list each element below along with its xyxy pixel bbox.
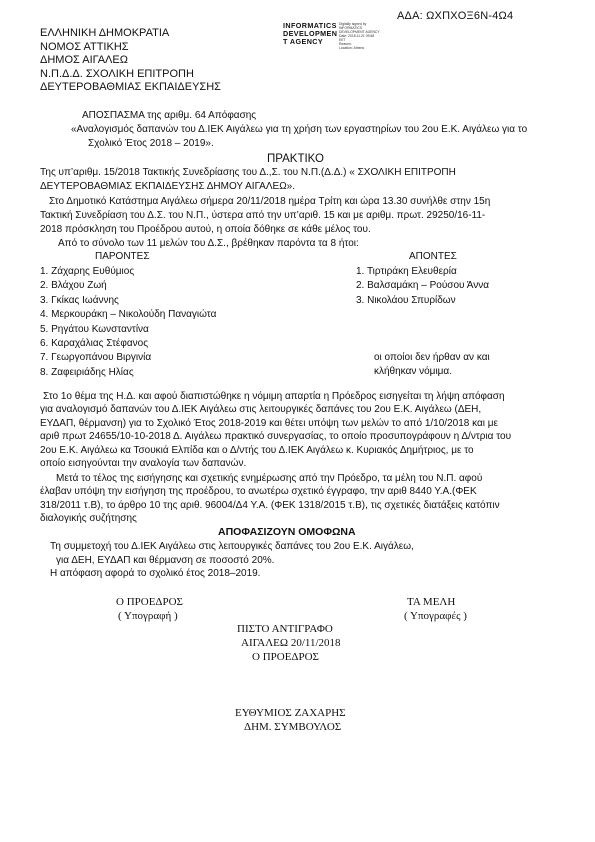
decision-line: για ΔΕΗ, ΕΥΔΑΠ και θέρμανση σε ποσοστό 20%. [56,554,275,566]
header-line: ΔΗΜΟΣ ΑΙΓΑΛΕΩ [40,54,128,67]
praktiko-title: ΠΡΑΚΤΙΚΟ [267,153,324,165]
header-line: ΔΕΥΤΕΡΟΒΑΘΜΙΑΣ ΕΚΠΑΙΔΕΥΣΗΣ [40,81,221,94]
header-line: ΝΟΜΟΣ ΑΤΤΙΚΗΣ [40,40,129,53]
header-line: ΕΛΛΗΝΙΚΗ ΔΗΜΟΚΡΑΤΙΑ [40,27,170,39]
logo-small-line: Date: 2018.11.21 09:58 [339,34,375,38]
body-line: Στο 1ο θέμα της Η.Δ. και αφού διαπιστώθηκε η νόμιμη απαρτία η Πρόεδρος εισηγείται τη λήψη απόφαση [43,391,505,402]
decision-heading: ΑΠΟΦΑΣΙΖΟΥΝ ΟΜΟΦΩΝΑ [218,526,356,538]
absent-note-line: κλήθηκαν νόμιμα. [374,366,452,378]
header-line: Ν.Π.Δ.Δ. ΣΧΟΛΙΚΗ ΕΠΙΤΡΟΠΗ [40,67,194,80]
logo-small-line: DEVELOPMENT AGENCY [339,30,380,34]
list-item: 1. Ζάχαρης Ευθύμιος [40,266,135,277]
absent-list [356,265,489,308]
signatory-name: ΕΥΘΥΜΙΟΣ ΖΑΧΑΡΗΣ [235,707,346,719]
document-header [40,27,221,95]
logo-small-line: Digitally signed by [339,22,367,26]
present-heading: ΠΑΡΟΝΤΕΣ [95,251,150,262]
body-paragraph-1 [40,390,511,470]
body-line: έλαβαν υπόψη την εισήγηση της προέδρου, το ανωτέρω σχετικό έγγραφο, την αριθ 8440 Υ.Α.(ΦΕΚ [40,486,477,498]
decision-text [40,540,414,581]
body-line: ΕΥΔΑΠ, θέρμανση) για το Σχολικό Έτος 2018-2019 και θέτει υπόψη των μελών το από 1/10/2018 και με [40,417,498,429]
extract-line: Σχολικό Έτος 2018 – 2019». [88,138,214,149]
list-item: 3. Γκίκας Ιωάννης [40,294,119,306]
absent-note-line: οι οποίοι δεν ήρθαν αν και [374,352,490,363]
logo-small-line: Reason: [339,42,352,46]
copy-president-label: Ο ΠΡΟΕΔΡΟΣ [252,651,319,663]
list-item: 2. Βαλσαμάκη – Ρούσου Άννα [356,280,489,292]
ada-code: ΑΔΑ: ΩΧΠΧΟΞ6Ν-4Ω4 [397,10,514,22]
body-paragraph-2 [40,472,500,526]
list-item: 1. Τιρτιράκη Ελευθερία [356,266,457,277]
certified-copy-label: ΠΙΣΤΟ ΑΝΤΙΓΡΑΦΟ [237,623,333,635]
absent-note [374,351,490,380]
copy-place-date: ΑΙΓΑΛΕΩ 20/11/2018 [241,637,341,649]
decision-line: Η απόφαση αφορά το σχολικό έτος 2018–2019. [50,568,261,580]
body-line: διαλογικής συζήτησης [40,513,137,525]
logo-line: T AGENCY [283,37,324,47]
decision-line: Τη συμμετοχή του Δ.ΙΕΚ Αιγάλεω στις λειτουργικές δαπάνες του 2ου Ε.Κ. Αιγάλεω, [50,541,414,552]
president-label: Ο ΠΡΟΕΔΡΟΣ [116,596,183,608]
praktiko-line: 2018 πρόσκληση του Προέδρου αυτού, η οποία δόθηκε σε κάθε μέλος του. [40,224,371,235]
list-item: 5. Ρηγάτου Κωνσταντίνα [40,323,149,335]
extract-line: «Αναλογισμός δαπανών του Δ.ΙΕΚ Αιγάλεω για τη χρήση των εργαστηρίων του 2ου Ε.Κ. Αιγάλεω για το [71,124,528,135]
praktiko-line: Τακτική Συνεδρίαση του Δ.Σ. του Ν.Π., ύστερα από την υπ’αριθ. 15 και με αριθμ. πρωτ. 29250/16-11- [40,210,486,221]
members-signature: ( Υπογραφές ) [404,610,467,622]
members-label: ΤΑ ΜΕΛΗ [407,596,456,608]
list-item: 7. Γεωργοπάνου Βιργινία [40,352,152,364]
logo-line: INFORMATICS [283,21,337,30]
digital-signature-stamp [283,22,403,56]
logo-small-line: INFORMATICS [339,26,363,30]
logo-small-line: EET [339,38,346,42]
present-list [40,265,216,380]
body-line: αριθ πρωτ 24655/10-10-2018 Δ. Αιγάλεω πρακτικό συνεργασίας, το οποίο προσυπογράφουν η Δ/ντρια του [40,431,512,443]
logo-small-line: Location: Athens [339,46,365,50]
praktiko-line: Στο Δημοτικό Κατάστημα Αιγάλεω σήμερα 20/11/2018 ημέρα Τρίτη και ώρα 13.30 συνήλθε στην 15η [49,196,491,207]
list-item: 4. Μερκουράκη – Νικολούδη Παναγιώτα [40,309,217,321]
list-item: 8. Ζαφειριάδης Ηλίας [40,366,134,378]
praktiko-line: Της υπ’αριθμ. 15/2018 Τακτικής Συνεδρίασης του Δ.,Σ. του Ν.Π.(Δ.Δ.) « ΣΧΟΛΙΚΗ ΕΠΙΤΡΟΠΗ [40,167,456,178]
body-line: οποίο εισηγούνται την αναλογία των δαπανών. [40,458,247,470]
list-item: 6. Καραχάλιας Στέφανος [40,338,149,350]
body-line: 318/2011 τ.Β), το άρθρο 10 της αριθ. 96004/Δ4 Υ.Α. (ΦΕΚ 1318/2015 τ.Β), τις σχετικές διατάξεις κατόπιν [40,499,500,511]
praktiko-line: Από το σύνολο των 11 μελών του Δ.Σ., βρέθηκαν παρόντα τα 8 ήτοι: [58,238,359,249]
extract-line: ΑΠΟΣΠΑΣΜΑ της αριθμ. 64 Απόφασης [82,110,257,121]
body-line: 2ου Ε.Κ. Αιγάλεω κα Τσουκιά Ελπίδα και ο Δ/ντής του Δ.ΙΕΚ Αιγάλεω κ. Κυριακός Δημήτριος, με το [40,444,474,456]
signatory-title: ΔΗΜ. ΣΥΜΒΟΥΛΟΣ [244,721,342,733]
list-item: 2. Βλάχου Ζωή [40,280,107,292]
list-item: 3. Νικολάου Σπυρίδων [356,294,456,306]
logo-line: DEVELOPMEN [283,29,338,39]
praktiko-line: ΔΕΥΤΕΡΟΒΑΘΜΙΑΣ ΕΚΠΑΙΔΕΥΣΗΣ ΔΗΜΟΥ ΑΙΓΑΛΕΩ». [40,181,296,192]
president-signature: ( Υπογραφή ) [118,610,178,622]
body-line: για αναλογισμό δαπανών του Δ.ΙΕΚ Αιγάλεω στις λειτουργικές δαπάνες του 2ου Ε.Κ. Αιγάλεω (ΔΕΗ, [40,404,482,416]
signature-agency-label [283,22,337,47]
body-line: Μετά το τέλος της εισήγησης και σχετικής ενημέρωσης από την Πρόεδρο, τα μέλη του Ν.Π. αφού [56,473,483,484]
signature-details [339,22,380,50]
absent-heading: ΑΠΟΝΤΕΣ [409,251,457,262]
